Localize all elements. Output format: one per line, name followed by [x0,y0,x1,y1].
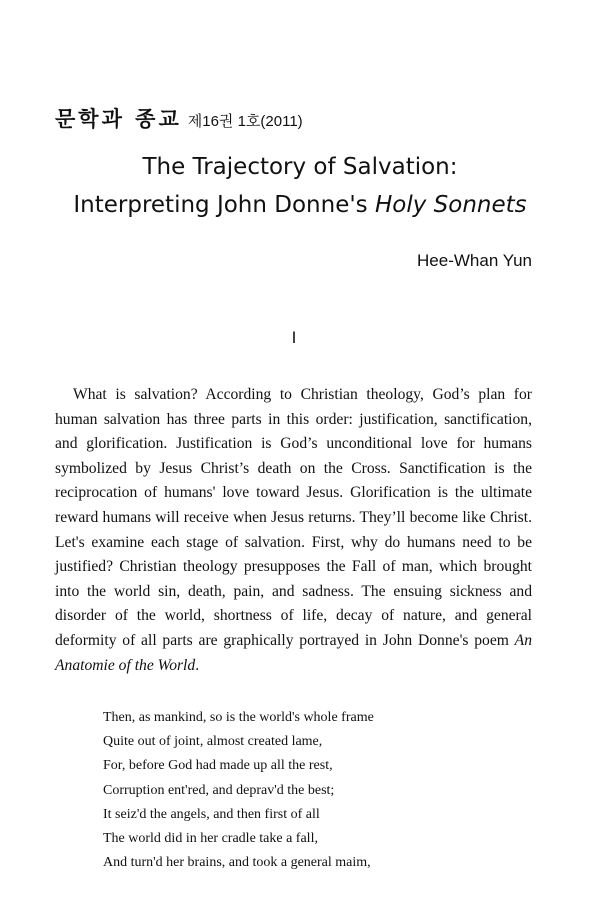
poem-line: Corruption ent'red, and deprav'd the best; [103,782,335,798]
journal-header [55,103,303,133]
poem-line: Quite out of joint, almost created lame, [103,734,323,750]
paragraph-text: What is salvation? According to Christian theology, God’s plan for human salvation has three parts in this order: justification, sanctification, and glorification. Justification is God’s unconditional love for humans symbolized by Jesus Christ’s death on the Cross. Sanctification is the reciprocation of humans' love toward Jesus. Glorification is the ultimate reward humans will receive when Jesus returns. They’ll become like Christ. Let's examine each stage of salvation. First, why do humans need to be justified? Christian theology presupposes the Fall of man, which brought into the world sin, death, pain, and sadness. The ensuing sickness and disorder of the world, shortness of life, decay of nature, and general deformity of all parts are graphically portrayed in John Donne's poem [55,386,532,649]
title-line-2-italic: Holy Sonnets [374,192,527,218]
journal-issue: 제16권 1호(2011) [187,113,303,130]
article-title [0,148,600,224]
poem-line: The world did in her cradle take a fall, [103,831,318,847]
poem-line: It seiz'd the angels, and then first of all [103,806,320,822]
poem-line: For, before God had made up all the rest, [103,758,333,774]
title-line-2 [0,186,600,224]
title-line-1: The Trajectory of Salvation: [142,154,458,180]
poem-title: An Anatomie of the World [55,631,532,674]
title-line-2-text: Interpreting John Donne's [73,192,375,218]
poem-line: Then, as mankind, so is the world's whole frame [103,710,374,725]
poem-line: And turn'd her brains, and took a general maim, [103,855,371,871]
body-paragraph [55,383,532,678]
section-number: I [291,328,297,347]
paragraph-end: . [195,656,200,674]
author-name: Hee-Whan Yun [417,251,532,270]
journal-name: 문학과 종교 [55,107,182,131]
poem-quote [103,706,374,875]
